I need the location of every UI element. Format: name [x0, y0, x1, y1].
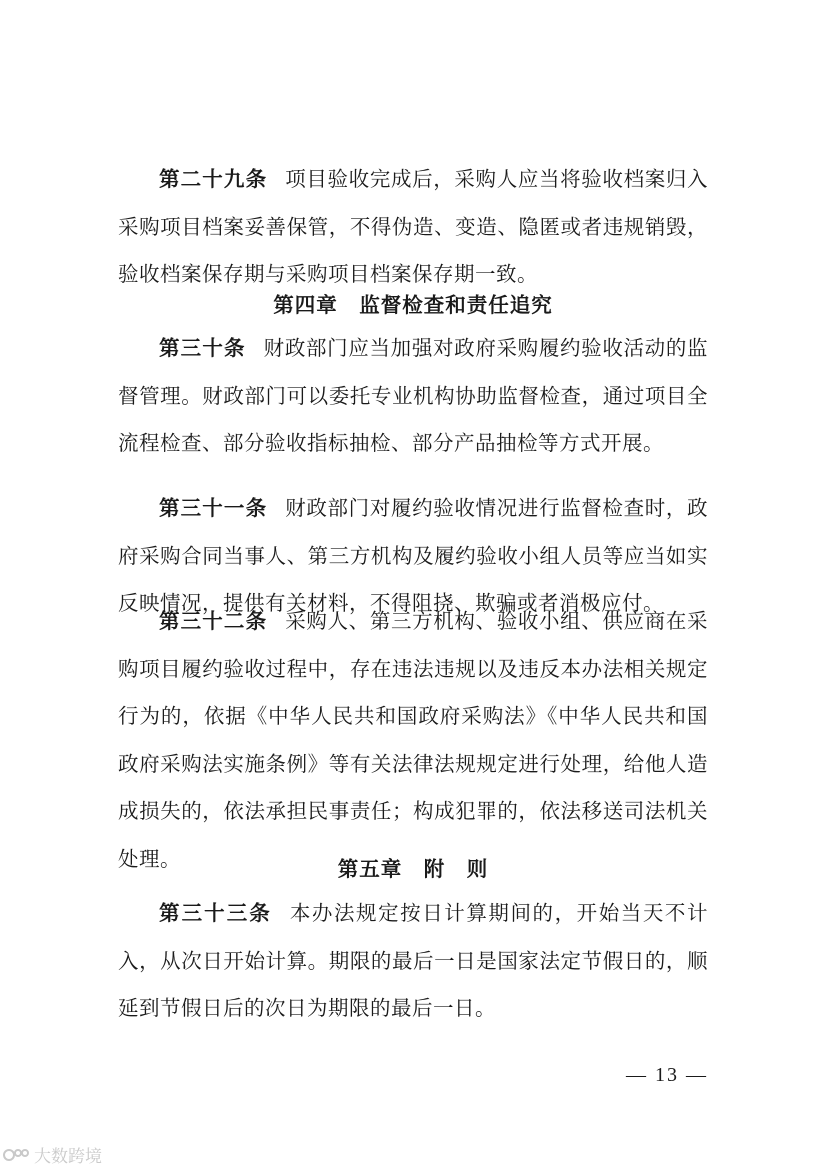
article-30-label: 第三十条	[159, 336, 246, 360]
watermark-text: 大数跨境	[34, 1147, 102, 1167]
article-32-label: 第三十二条	[159, 609, 268, 633]
article-32	[118, 598, 708, 883]
article-33-label: 第三十三条	[159, 901, 272, 925]
article-33-text: 本办法规定按日计算期间的，开始当天不计入，从次日开始计算。期限的最后一日是国家法定节假日的，顺延到节假日后的次日为期限的最后一日。	[118, 901, 709, 1020]
article-29-text: 项目验收完成后，采购人应当将验收档案归入采购项目档案妥善保管，不得伪造、变造、隐匿或者违规销毁，验收档案保存期与采购项目档案保存期一致。	[118, 167, 709, 286]
article-33	[118, 890, 708, 1033]
watermark	[2, 1142, 102, 1167]
chapter-5-heading: 第五章 附 则	[337, 857, 489, 881]
chapter-4-heading: 第四章 监督检查和责任追究	[273, 293, 553, 317]
watermark-logo-icon	[2, 1145, 32, 1165]
article-30	[118, 325, 708, 468]
page-number: — 13 —	[626, 1064, 708, 1086]
article-32-text: 采购人、第三方机构、验收小组、供应商在采购项目履约验收过程中，存在违法违规以及违反本办法相关规定行为的，依据《中华人民共和国政府采购法》《中华人民共和国政府采购法实施条例》等有关法律法规规定进行处理，给他人造成损失的，依法承担民事责任；构成犯罪的，依法移送司法机关处理。	[118, 609, 709, 871]
article-29	[118, 156, 708, 299]
article-30-text: 财政部门应当加强对政府采购履约验收活动的监督管理。财政部门可以委托专业机构协助监督检查，通过项目全流程检查、部分验收指标抽检、部分产品抽检等方式开展。	[118, 336, 709, 455]
article-29-label: 第二十九条	[159, 167, 268, 191]
article-31-text: 财政部门对履约验收情况进行监督检查时，政府采购合同当事人、第三方机构及履约验收小组人员等应当如实反映情况，提供有关材料，不得阻挠、欺骗或者消极应付。	[118, 496, 709, 615]
article-31-label: 第三十一条	[159, 496, 268, 520]
